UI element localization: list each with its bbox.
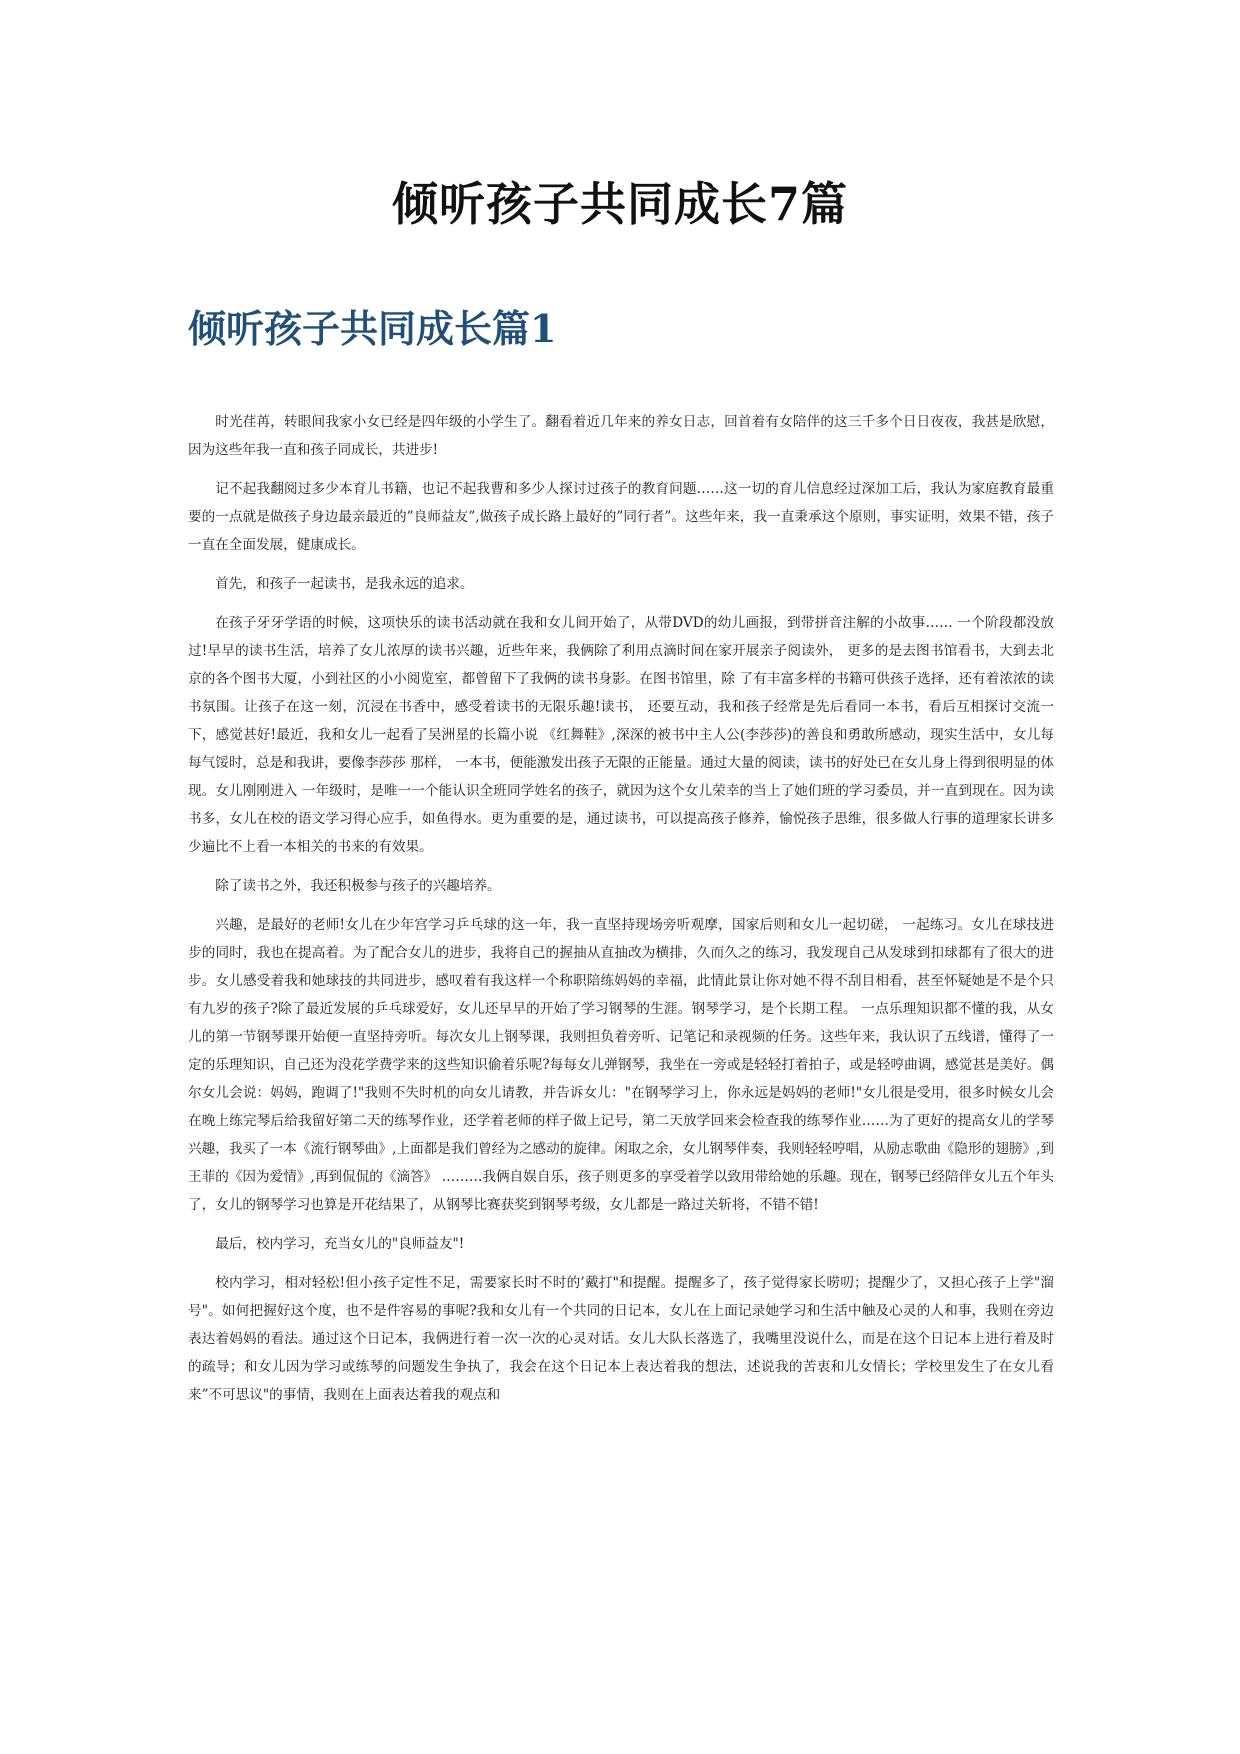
paragraph-4: 在孩子牙牙学语的时候，这项快乐的读书活动就在我和女儿间开始了，从带DVD的幼儿画报，到带拼音注解的小故事…… 一个阶段都没放过!早早的读书生活，培养了女儿浓厚的读书兴趣，近些年来，我俩除了利用点滴时间在家开展亲子阅读外， 更多的是去图书馆看书，大到去北京的各个图书大厦，小到社区的小小阅览室，都曾留下了我俩的读书身影。在图书馆里，除 了有丰富多样的书籍可供孩子选择，还有着浓浓的读书氛围。让孩子在这一刻，沉浸在书香中，感受着读书的无限乐趣!读书， 还要互动，我和孩子经常是先后看同一本书，看后互相探讨交流一下，感觉甚好!最近，我和女儿一起看了吴洲星的长篇小说 《红舞鞋》,深深的被书中主人公(李莎莎)的善良和勇敢所感动，现实生活中，女儿每每气馁时，总是和我讲，要像李莎莎 那样， 一本书，便能激发出孩子无限的正能量。通过大量的阅读，读书的好处已在女儿身上得到很明显的体现。女儿刚刚进入 一年级时，是唯一一个能认识全班同学姓名的孩子，就因为这个女儿荣幸的当上了她们班的学习委员，并一直到现在。因为读 书多，女儿在校的语文学习得心应手，如鱼得水。更为重要的是，通过读书，可以提高孩子修养，愉悦孩子思维，很多做人行事的道理家长讲多少遍比不上看一本相关的书来的有效果。 — [188, 615, 1054, 855]
document-body — [188, 408, 1054, 1420]
document-title: 倾听孩子共同成长7篇 — [391, 177, 848, 231]
paragraph-3: 首先，和孩子一起读书，是我永远的追求。 — [215, 576, 474, 592]
paragraph-2: 记不起我翻阅过多少本育儿书籍，也记不起我曹和多少人探讨过孩子的教育问题……这一切的育儿信息经过深加工后，我认为家庭教育最重要的一点就是做孩子身边最亲最近的”良师益友”,做孩子成长路上最好的”同行者”。这些年来，我一直秉承这个原则，事实证明，效果不错，孩子一直在全面发展，健康成长。 — [188, 481, 1054, 553]
paragraph-1: 时光荏苒，转眼间我家小女已经是四年级的小学生了。翻看着近几年来的养女日志，回首着有女陪伴的这三千多个日日夜夜，我甚是欣慰，因为这些年我一直和孩子同成长，共进步! — [188, 414, 1054, 458]
section-heading: 倾听孩子共同成长篇1 — [188, 306, 557, 351]
paragraph-5: 除了读书之外，我还积极参与孩子的兴趣培养。 — [215, 878, 501, 894]
paragraph-8: 校内学习，相对轻松!但小孩子定性不足，需要家长时不时的’戴打"和提醒。提醒多了，孩子觉得家长唠叨；提醒少了，又担心孩子上学"溜号"。如何把握好这个度，也不是件容易的事呢?我和女儿有一个共同的日记本，女儿在上面记录她学习和生活中触及心灵的人和事，我则在旁边表达着妈妈的看法。通过这个日记本，我俩进行着一次一次的心灵对话。女儿大队长落选了，我嘴里没说什么，而是在这个日记本上进行着及时的疏导；和女儿因为学习或练琴的问题发生争执了，我会在这个日记本上表达着我的想法，述说我的苦衷和儿女情长；学校里发生了在女儿看来”不可思议"的事情，我则在上面表达着我的观点和 — [188, 1275, 1054, 1403]
paragraph-6: 兴趣，是最好的老师!女儿在少年宫学习乒乓球的这一年，我一直坚持现场旁听观摩，国家后则和女儿一起切磋， 一起练习。女儿在球技进步的同时，我也在提高着。为了配合女儿的进步，我将自己的握抽从直抽改为横排，久而久之的练习，我发现自己从发球到扣球都有了很大的进步。女儿感受着我和她球技的共同进步，感叹着有我这样一个称职陪练妈妈的幸福，此情此景让你对她不得不刮目相看，甚至怀疑她是不是个只有九岁的孩子?除了最近发展的乒乓球爱好，女儿还早早的开始了学习钢琴的生涯。钢琴学习，是个长期工程。 一点乐理知识都不懂的我，从女儿的第一节钢琴课开始便一直坚持旁听。每次女儿上钢琴课，我则担负着旁听、记笔记和录视频的任务。这些年来，我认识了五线谱，懂得了一定的乐理知识，自己还为没花学费学来的这些知识偷着乐呢?每每女儿弹钢琴，我坐在一旁或是轻轻打着拍子，或是轻哼曲调，感觉甚是美好。偶尔女儿会说：妈妈，跑调了!"我则不失时机的向女儿请教，并告诉女儿："在钢琴学习上，你永远是妈妈的老师!"女儿很是受用，很多时候女儿会在晚上练完琴后给我留好第二天的练琴作业，还学着老师的样子做上记号，第二天放学回来会检查我的练琴作业……为了更好的提高女儿的学琴兴趣，我买了一本《流行钢琴曲》,上面都是我们曾经为之感动的旋律。闲取之余，女儿钢琴伴奏，我则轻轻哼唱，从励志歌曲《隐形的翅膀》,到王菲的《因为爱情》,再到侃侃的《滴答》 ………我俩自娱自乐，孩子则更多的享受着学以致用带给她的乐趣。现在，钢琴已经陪伴女儿五个年头了，女儿的钢琴学习也算是开花结果了，从钢琴比赛获奖到钢琴考级，女儿都是一路过关斩将，不错不错! — [188, 917, 1054, 1213]
paragraph-7: 最后，校内学习，充当女儿的"良师益友"! — [215, 1236, 465, 1252]
